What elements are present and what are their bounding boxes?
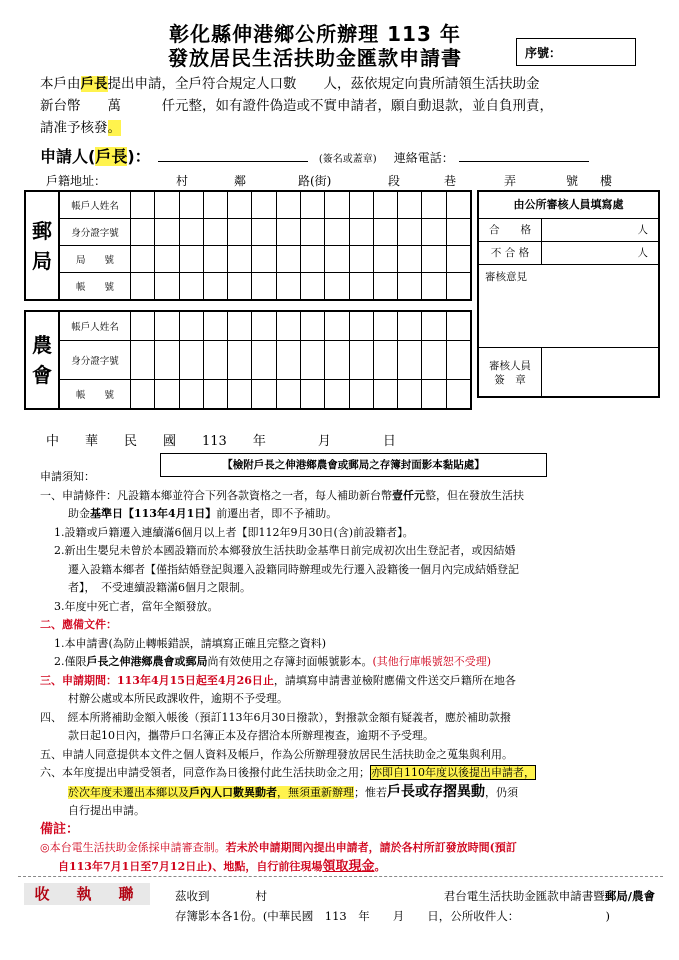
farmers-association-account-box	[24, 310, 472, 410]
review-opinion-row[interactable]: 審核意見	[479, 264, 658, 347]
phone-field[interactable]	[459, 147, 589, 162]
post-office-row: 帳戶人姓名	[60, 192, 470, 218]
intro-line-2: 新台幣 萬 仟元整，如有證件偽造或不實申請者，願自動退款，並自負刑責，	[40, 98, 553, 114]
intro-highlight: 。	[107, 120, 121, 136]
farmers-row: 身分證字號	[60, 340, 470, 378]
review-title: 由公所審核人員填寫處	[513, 198, 624, 211]
intro-text: 提出申請，全戶符合規定人口數 人，茲依規定向貴所請領生活扶助金	[107, 76, 540, 92]
account-number-cells[interactable]	[131, 380, 470, 408]
post-office-account-box	[24, 190, 472, 301]
application-notes: 申請須知： 一、申請條件：凡設籍本鄉並符合下列各款資格之一者，每人補助新台幣壹仟元整，但在發放生活扶 助金基準日【113年4月1日】前遷出者，即不予補助。 1.設籍或戶籍遷入連續滿6個月以上者【即112年9月30日(含)前設籍者】。 2.新出生嬰兒未曾於本國設籍而於本鄉發放生活扶助金基準日前完成初次出生登記者，或因結婚 遷入設籍本鄉者【僅指結婚登記與遷入設籍同時辦理或先行遷入設籍後一個月內完成結婚登記 者】， 不受連續設籍滿6個月之限制。 3.年度中死亡者，當年全額發放。 二、應備文件： 1.本申請書(為防止轉帳錯誤，請填寫正確且完整之資料) 2.僅限戶長之伸港鄉農會或郵局尚有效使用之存簿封面帳號影本。(其他行庫帳號恕不受理) 三、申請期間：113年4月15日起至4月26日止，請填寫申請書並檢附應備文件送交戶籍所在地各 村辦公處或本所民政課收件，逾期不予受理。 四、 經本所將補助金額入帳後（預訂113年6月30日撥款），對撥款金額有疑義者，應於補助款撥 款日起10日內，攜帶戶口名簿正本及存摺洽本所辦理複查，逾期不予受理。 五、申請人同意提供本文件之個人資料及帳戶，作為公所辦理發放居民生活扶助金之蒐集與利用。 六、本年度提出申請受領者，同意作為日後撥付此生活扶助金之用；亦即自110年度以後提出申請者， 於次年度未遷出本鄉以及戶內人口數異動者，無須重新辦理；惟若戶長或存摺異動，仍須 自行提出申請。 備註： ◎本台電生活扶助金係採申請審查制。若未於申請期間內提出申請者，請於各村所訂發放時間(預訂 自113年7月1日至7月12日止)、地點，自行前往現場領取現金。	[40, 468, 670, 876]
cut-line	[18, 876, 663, 877]
post-office-row: 身分證字號	[60, 218, 470, 245]
receipt-text: 茲收到 村 君台電生活扶助金匯款申請書暨郵局/農會 存簿影本各1份。(中華民國 113 年 月 日，公所收件人： )	[175, 889, 655, 923]
post-office-side-label: 郵 局	[26, 192, 60, 299]
reviewer-signature-row: 審核人員 簽 章	[479, 347, 658, 398]
intro-highlight: 戶長	[80, 76, 108, 92]
address-label: 戶籍地址：	[46, 174, 107, 188]
receipt-title: 收 執 聯	[24, 883, 150, 905]
account-name-cells[interactable]	[131, 312, 470, 340]
id-number-cells[interactable]	[131, 219, 470, 245]
post-office-row: 局 號	[60, 245, 470, 272]
address-part: 路(街)	[298, 174, 332, 188]
title-line-1: 彰化縣伸港鄉公所辦理 113 年	[169, 22, 461, 46]
applicant-label: 申請人(戶長)：	[40, 147, 151, 166]
serial-number-box	[516, 38, 636, 66]
address-part: 弄	[504, 174, 517, 188]
serial-label: 序號：	[525, 46, 562, 60]
id-number-cells[interactable]	[131, 341, 470, 378]
account-name-cells[interactable]	[131, 192, 470, 218]
review-pass-row: 合 格 人	[479, 218, 658, 241]
reviewer-signature-field[interactable]	[542, 348, 658, 398]
address-part: 樓	[600, 174, 613, 188]
address-part: 村	[176, 174, 189, 188]
farmers-row: 帳戶人姓名	[60, 312, 470, 340]
address-part: 鄰	[234, 174, 247, 188]
address-part: 段	[388, 174, 401, 188]
farmers-row: 帳 號	[60, 379, 470, 408]
review-fail-row: 不 合 格 人	[479, 241, 658, 264]
required-documents-heading: 二、應備文件：	[40, 618, 117, 631]
branch-number-cells[interactable]	[131, 246, 470, 272]
remark-heading: 備註：	[40, 821, 80, 837]
intro-line-3: 請准予核發	[40, 120, 108, 136]
intro-paragraph	[40, 73, 650, 139]
phone-label: 連絡電話：	[393, 151, 454, 165]
applicant-signature-field[interactable]	[158, 147, 308, 162]
address-line	[46, 172, 666, 189]
review-box	[477, 190, 660, 398]
intro-text: 本戶由	[40, 76, 81, 92]
post-office-row: 帳 號	[60, 272, 470, 299]
address-part: 號	[566, 174, 579, 188]
attachment-note-box: 【檢附戶長之伸港鄉農會或郵局之存簿封面影本黏貼處】	[160, 453, 547, 477]
applicant-line	[40, 144, 660, 168]
title-line-2: 發放居民生活扶助金匯款申請書	[168, 46, 462, 70]
notes-heading: 申請須知：	[40, 470, 95, 483]
address-part: 巷	[444, 174, 457, 188]
account-number-cells[interactable]	[131, 273, 470, 299]
sign-note: (簽名或蓋章)	[318, 154, 377, 165]
farmers-side-label: 農 會	[26, 312, 60, 408]
date-line: 中 華 民 國 113 年 月 日	[46, 434, 396, 449]
